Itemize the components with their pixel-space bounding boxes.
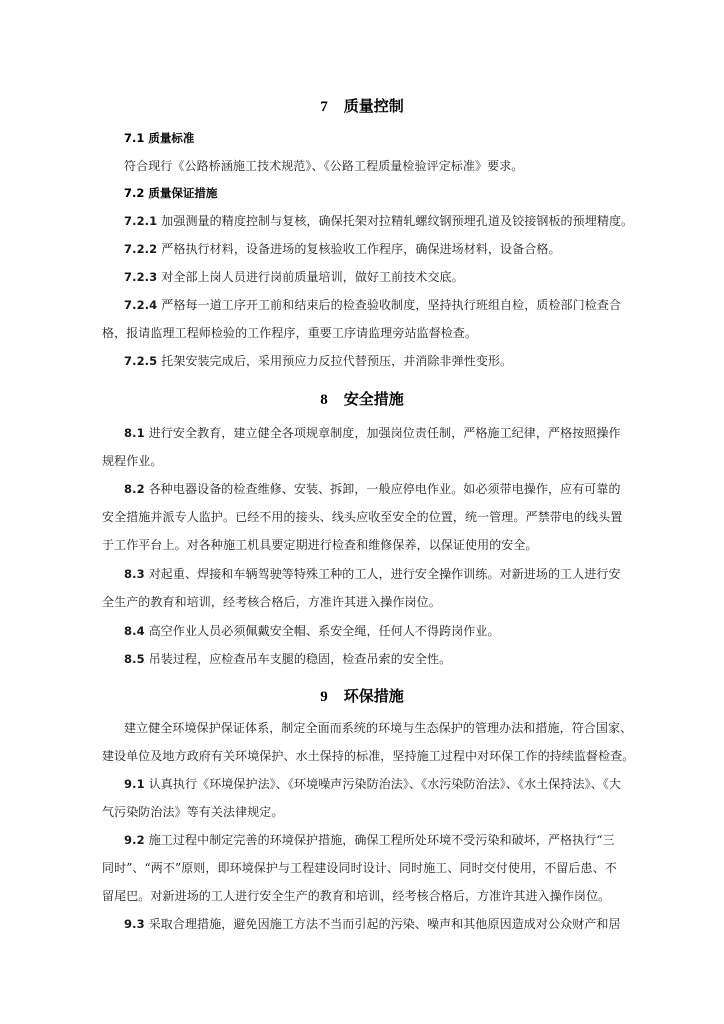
- paragraph-8-2-cont-2: 于工作平台上。对各种施工机具要定期进行检查和维修保养，以保证使用的安全。: [102, 538, 538, 552]
- paragraph-7-2-5: 7.2.5 托架安装完成后，采用预应力反拉代替预压，并消除非弹性变形。: [124, 354, 513, 368]
- paragraph-8-1: 8.1 进行安全教育，建立健全各项规章制度，加强岗位责任制，严格施工纪律，严格按照操作: [124, 426, 621, 440]
- section-9-heading: 9 环保措施: [320, 687, 404, 705]
- paragraph-9-2-cont-1: 同时”、“两不”原则，即环境保护与工程建设同时设计、同时施工、同时交付使用，不留后患、不: [102, 861, 617, 875]
- paragraph-7-2-1: 7.2.1 加强测量的精度控制与复核，确保托架对拉精轧螺纹钢预埋孔道及铰接钢板的预埋精度。: [124, 214, 634, 228]
- paragraph-9-3: 9.3 采取合理措施，避免因施工方法不当而引起的污染、噪声和其他原因造成对公众财产和居: [124, 917, 621, 931]
- paragraph-9-2-cont-2: 留尾巴。对新进场的工人进行安全生产的教育和培训，经考核合格后，方准许其进入操作岗位。: [102, 889, 611, 903]
- paragraph-9-1-cont: 气污染防治法》等有关法律规定。: [102, 805, 284, 819]
- paragraph-7-1: 符合现行《公路桥涵施工技术规范》、《公路工程质量检验评定标准》要求。: [124, 159, 524, 173]
- paragraph-8-2-cont-1: 安全措施并派专人监护。已经不用的接头、线头应收至安全的位置，统一管理。严禁带电的线头置: [102, 510, 623, 524]
- section-7-heading: 7 质量控制: [320, 97, 404, 115]
- section-8-heading: 8 安全措施: [320, 390, 404, 408]
- paragraph-7-2-2: 7.2.2 严格执行材料，设备进场的复核验收工作程序，确保进场材料，设备合格。: [124, 242, 561, 256]
- paragraph-7-2-3: 7.2.3 对全部上岗人员进行岗前质量培训，做好工前技术交底。: [124, 270, 464, 284]
- paragraph-9-2: 9.2 施工过程中制定完善的环境保护措施，确保工程所处环境不受污染和破坏，严格执行“三: [124, 833, 615, 847]
- subsection-7-2-heading: 7.2 质量保证措施: [124, 186, 218, 200]
- paragraph-9-intro-cont: 建设单位及地方政府有关环境保护、水土保持的标准，坚持施工过程中对环保工作的持续监督检查。: [102, 749, 635, 763]
- paragraph-8-1-cont: 规程作业。: [102, 454, 163, 468]
- paragraph-8-2: 8.2 各种电器设备的检查维修、安装、拆卸，一般应停电作业。如必须带电操作，应有可靠的: [124, 482, 621, 496]
- subsection-7-1-heading: 7.1 质量标准: [124, 131, 195, 145]
- paragraph-8-5: 8.5 吊装过程，应检查吊车支腿的稳固，检查吊索的安全性。: [124, 652, 452, 666]
- paragraph-9-intro: 建立健全环境保护保证体系，制定全面而系统的环境与生态保护的管理办法和措施，符合国家、: [124, 721, 633, 735]
- paragraph-9-1: 9.1 认真执行《环境保护法》、《环境噪声污染防治法》、《水污染防治法》、《水土保持法》、《大: [124, 777, 621, 791]
- paragraph-7-2-4: 7.2.4 严格每一道工序开工前和结束后的检查验收制度，坚持执行班组自检，质检部门检查合: [124, 298, 622, 312]
- paragraph-8-4: 8.4 高空作业人员必须佩戴安全帽、系安全绳，任何人不得跨岗作业。: [124, 624, 500, 638]
- paragraph-8-3: 8.3 对起重、焊接和车辆驾驶等特殊工种的工人，进行安全操作训练。对新进场的工人进行安: [124, 567, 621, 581]
- paragraph-7-2-4-cont: 格，报请监理工程师检验的工作程序，重要工序请监理旁站监督检查。: [102, 326, 478, 340]
- paragraph-8-3-cont: 全生产的教育和培训，经考核合格后，方准许其进入操作岗位。: [102, 595, 441, 609]
